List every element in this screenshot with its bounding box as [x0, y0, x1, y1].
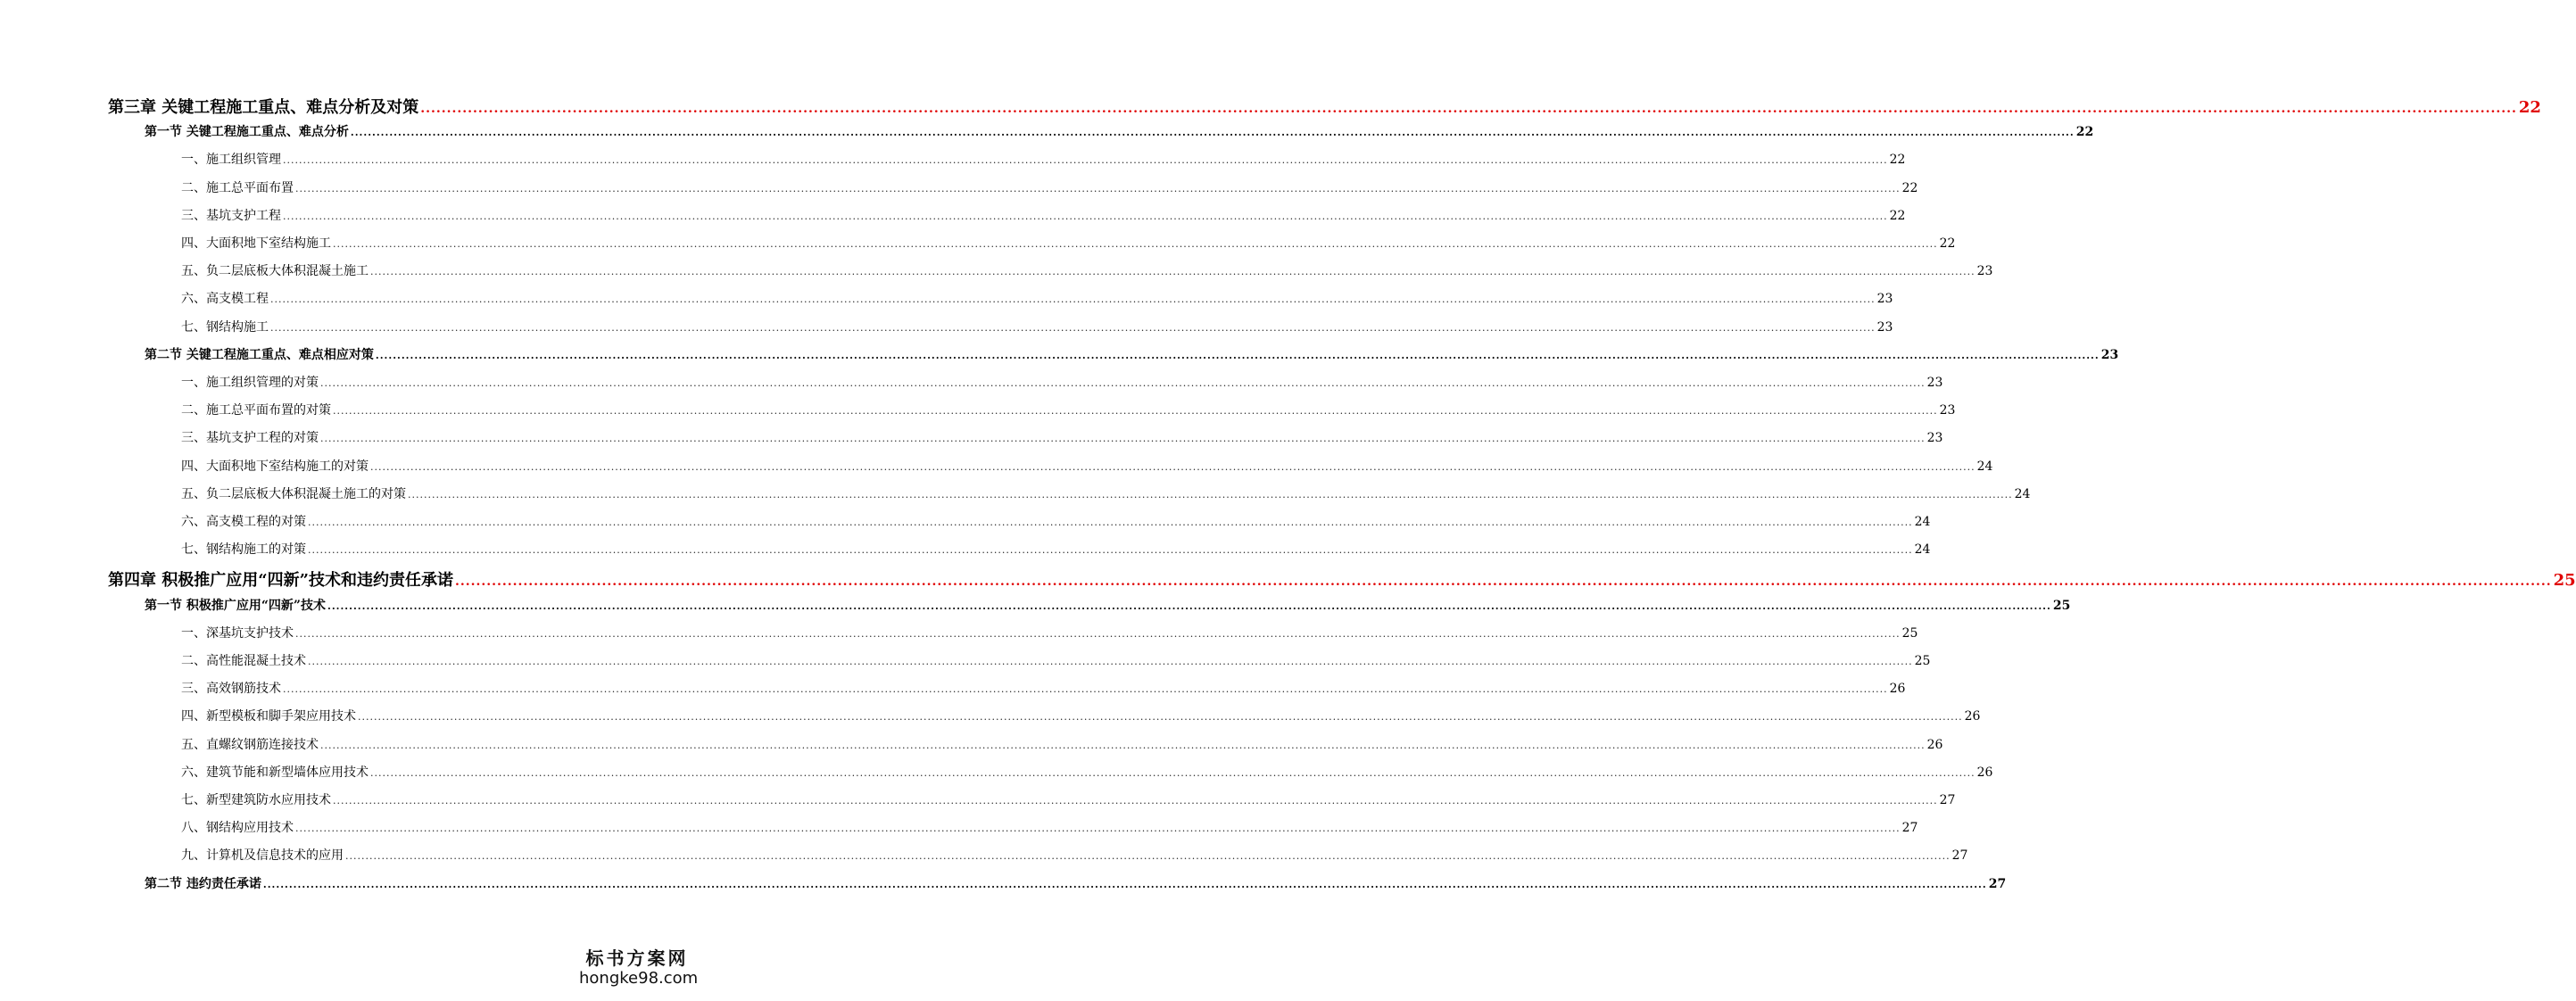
toc-page-number: 27 [1951, 848, 1968, 864]
watermark [579, 947, 699, 989]
toc-entry-title: 五、直螺纹钢筋连接技术 [181, 737, 319, 752]
toc-item-row[interactable] [181, 484, 2031, 502]
toc-item-row[interactable] [181, 540, 1931, 558]
toc-entry-title: 第四章 积极推广应用“四新”技术和违约责任承诺 [108, 571, 453, 591]
toc-dot-leader: ................................................................................................................................................................................................................................................................................................................................................................................................................ [295, 823, 1901, 835]
toc-item-row[interactable] [181, 735, 1943, 753]
toc-dot-leader: ................................................................................................................................................................................................................................................................................................................................................................................................................ [262, 878, 1987, 890]
toc-item-row[interactable] [181, 818, 1918, 836]
toc-entry-title: 七、钢结构施工的对策 [181, 542, 306, 558]
toc-dot-leader: ................................................................................................................................................................................................................................................................................................................................................................................................................ [320, 433, 1926, 445]
toc-item-row[interactable] [181, 206, 1906, 224]
toc-entry-title: 三、基坑支护工程的对策 [181, 431, 319, 446]
toc-entry-title: 第二节 关键工程施工重点、难点相应对策 [145, 347, 374, 362]
toc-item-row[interactable] [181, 763, 1993, 781]
toc-page-number: 25 [1914, 654, 1931, 668]
toc-page-number: 23 [1926, 376, 1943, 390]
toc-entry-title: 六、高支模工程的对策 [181, 515, 306, 529]
toc-dot-leader: ................................................................................................................................................................................................................................................................................................................................................................................................................ [408, 488, 2013, 500]
toc-page-number: 25 [1901, 625, 1918, 641]
toc-entry-title: 六、高支模工程 [181, 292, 269, 307]
toc-item-row[interactable] [181, 289, 1893, 307]
toc-page-number: 24 [1914, 515, 1931, 529]
toc-page-number: 22 [1939, 236, 1956, 251]
toc-dot-leader: ................................................................................................................................................................................................................................................................................................................................................................................................................ [350, 127, 2075, 139]
toc-dot-leader: ................................................................................................................................................................................................................................................................................................................................................................................................................ [370, 766, 1975, 779]
toc-dot-leader: ................................................................................................................................................................................................................................................................................................................................................................................................................ [370, 460, 1975, 473]
toc-entry-title: 九、计算机及信息技术的应用 [181, 848, 344, 864]
toc-page-number: 23 [2100, 347, 2119, 362]
toc-dot-leader: ................................................................................................................................................................................................................................................................................................................................................................................................................ [295, 182, 1901, 194]
toc-dot-leader: ................................................................................................................................................................................................................................................................................................................................................................................................................ [420, 102, 2517, 116]
toc-item-row[interactable] [181, 428, 1943, 446]
toc-entry-title: 三、基坑支护工程 [181, 208, 281, 223]
toc-dot-leader: ................................................................................................................................................................................................................................................................................................................................................................................................................ [308, 517, 1913, 528]
toc-dot-leader: ................................................................................................................................................................................................................................................................................................................................................................................................................ [327, 600, 2051, 612]
toc-page-number: 24 [2014, 486, 2031, 501]
toc-entry-title: 一、施工组织管理 [181, 153, 281, 168]
toc-entry-title: 第一节 积极推广应用“四新”技术 [145, 598, 326, 613]
toc-page-number: 22 [1889, 208, 1906, 223]
toc-page-number: 25 [2553, 571, 2576, 591]
toc-entry-title: 第三章 关键工程施工重点、难点分析及对策 [108, 98, 419, 117]
toc-page-number: 24 [1976, 459, 1993, 474]
toc-dot-leader: ................................................................................................................................................................................................................................................................................................................................................................................................................ [270, 294, 1876, 306]
toc-page-number: 23 [1876, 319, 1893, 335]
toc-item-row[interactable] [181, 150, 1906, 168]
toc-page-number: 24 [1914, 542, 1931, 558]
toc-item-row[interactable] [181, 234, 1956, 252]
toc-entry-title: 二、施工总平面布置 [181, 180, 294, 195]
toc-section-row[interactable] [145, 596, 2071, 614]
toc-page-number: 22 [2518, 98, 2541, 117]
toc-page-number: 23 [1939, 403, 1956, 418]
toc-page-number: 27 [1939, 793, 1956, 807]
toc-entry-title: 七、新型建筑防水应用技术 [181, 793, 331, 807]
toc-page-number: 27 [1901, 821, 1918, 836]
toc-dot-leader: ................................................................................................................................................................................................................................................................................................................................................................................................................ [270, 321, 1876, 334]
toc-entry-title: 第一节 关键工程施工重点、难点分析 [145, 125, 349, 140]
toc-entry-title: 四、大面积地下室结构施工 [181, 236, 331, 251]
toc-entry-title: 七、钢结构施工 [181, 319, 269, 335]
toc-dot-leader: ................................................................................................................................................................................................................................................................................................................................................................................................................ [454, 575, 2552, 590]
toc-dot-leader: ................................................................................................................................................................................................................................................................................................................................................................................................................ [333, 238, 1938, 250]
toc-page-number: 23 [1876, 292, 1893, 307]
toc-dot-leader: ................................................................................................................................................................................................................................................................................................................................................................................................................ [308, 544, 1913, 557]
watermark-domain: hongke98.com [579, 969, 699, 988]
toc-page-number: 22 [1901, 180, 1918, 195]
toc-chapter-row[interactable] [108, 567, 2576, 591]
toc-page-number: 23 [1976, 264, 1993, 279]
toc-entry-title: 一、深基坑支护技术 [181, 625, 294, 641]
toc-entry-title: 五、负二层底板大体积混凝土施工的对策 [181, 486, 406, 501]
toc-dot-leader: ................................................................................................................................................................................................................................................................................................................................................................................................................ [320, 739, 1926, 751]
toc-dot-leader: ................................................................................................................................................................................................................................................................................................................................................................................................................ [283, 683, 1888, 696]
toc-page-number: 22 [1889, 153, 1906, 168]
toc-dot-leader: ................................................................................................................................................................................................................................................................................................................................................................................................................ [370, 266, 1975, 278]
toc-dot-leader: ................................................................................................................................................................................................................................................................................................................................................................................................................ [283, 210, 1888, 222]
toc-dot-leader: ................................................................................................................................................................................................................................................................................................................................................................................................................ [295, 627, 1901, 640]
toc-chapter-row[interactable] [108, 95, 2541, 118]
toc-page-number: 27 [1988, 876, 2007, 891]
toc-dot-leader: ................................................................................................................................................................................................................................................................................................................................................................................................................ [308, 656, 1913, 667]
toc-dot-leader: ................................................................................................................................................................................................................................................................................................................................................................................................................ [375, 349, 2100, 361]
toc-entry-title: 第二节 违约责任承诺 [145, 876, 261, 891]
toc-item-row[interactable] [181, 457, 1993, 475]
toc-page-number: 25 [2052, 598, 2071, 613]
toc-dot-leader: ................................................................................................................................................................................................................................................................................................................................................................................................................ [333, 795, 1938, 807]
toc-dot-leader: ................................................................................................................................................................................................................................................................................................................................................................................................................ [333, 405, 1938, 418]
toc-dot-leader: ................................................................................................................................................................................................................................................................................................................................................................................................................ [345, 850, 1951, 863]
toc-page-number: 26 [1964, 709, 1981, 724]
toc-entry-title: 二、高性能混凝土技术 [181, 654, 306, 668]
toc-dot-leader: ................................................................................................................................................................................................................................................................................................................................................................................................................ [358, 711, 1963, 724]
toc-entry-title: 二、施工总平面布置的对策 [181, 403, 331, 418]
toc-item-row[interactable] [181, 679, 1906, 697]
toc-dot-leader: ................................................................................................................................................................................................................................................................................................................................................................................................................ [320, 377, 1926, 389]
toc-section-row[interactable] [145, 122, 2094, 140]
toc-item-row[interactable] [181, 318, 1893, 335]
toc-entry-title: 八、钢结构应用技术 [181, 821, 294, 836]
watermark-title: 标书方案网 [585, 947, 689, 969]
toc-page-number: 26 [1976, 765, 1993, 780]
toc-item-row[interactable] [181, 401, 1956, 418]
toc-entry-title: 四、大面积地下室结构施工的对策 [181, 459, 369, 474]
toc-entry-title: 六、建筑节能和新型墙体应用技术 [181, 765, 369, 780]
toc-item-row[interactable] [181, 178, 1918, 196]
toc-item-row[interactable] [181, 846, 1968, 864]
toc-dot-leader: ................................................................................................................................................................................................................................................................................................................................................................................................................ [283, 154, 1888, 167]
toc-entry-title: 三、高效钢筋技术 [181, 682, 281, 697]
toc-item-row[interactable] [181, 624, 1918, 641]
toc-section-row[interactable] [145, 874, 2007, 892]
toc-page-number: 23 [1926, 431, 1943, 446]
toc-item-row[interactable] [181, 373, 1943, 391]
toc-entry-title: 一、施工组织管理的对策 [181, 376, 319, 390]
toc-page-number: 22 [2075, 125, 2094, 140]
toc-item-row[interactable] [181, 790, 1956, 808]
toc-item-row[interactable] [181, 512, 1931, 530]
toc-item-row[interactable] [181, 707, 1981, 724]
toc-page-number: 26 [1889, 682, 1906, 697]
toc-page-number: 26 [1926, 737, 1943, 752]
toc-entry-title: 五、负二层底板大体积混凝土施工 [181, 264, 369, 279]
toc-item-row[interactable] [181, 261, 1993, 279]
toc-section-row[interactable] [145, 345, 2119, 363]
toc-item-row[interactable] [181, 651, 1931, 669]
toc-entry-title: 四、新型模板和脚手架应用技术 [181, 709, 356, 724]
